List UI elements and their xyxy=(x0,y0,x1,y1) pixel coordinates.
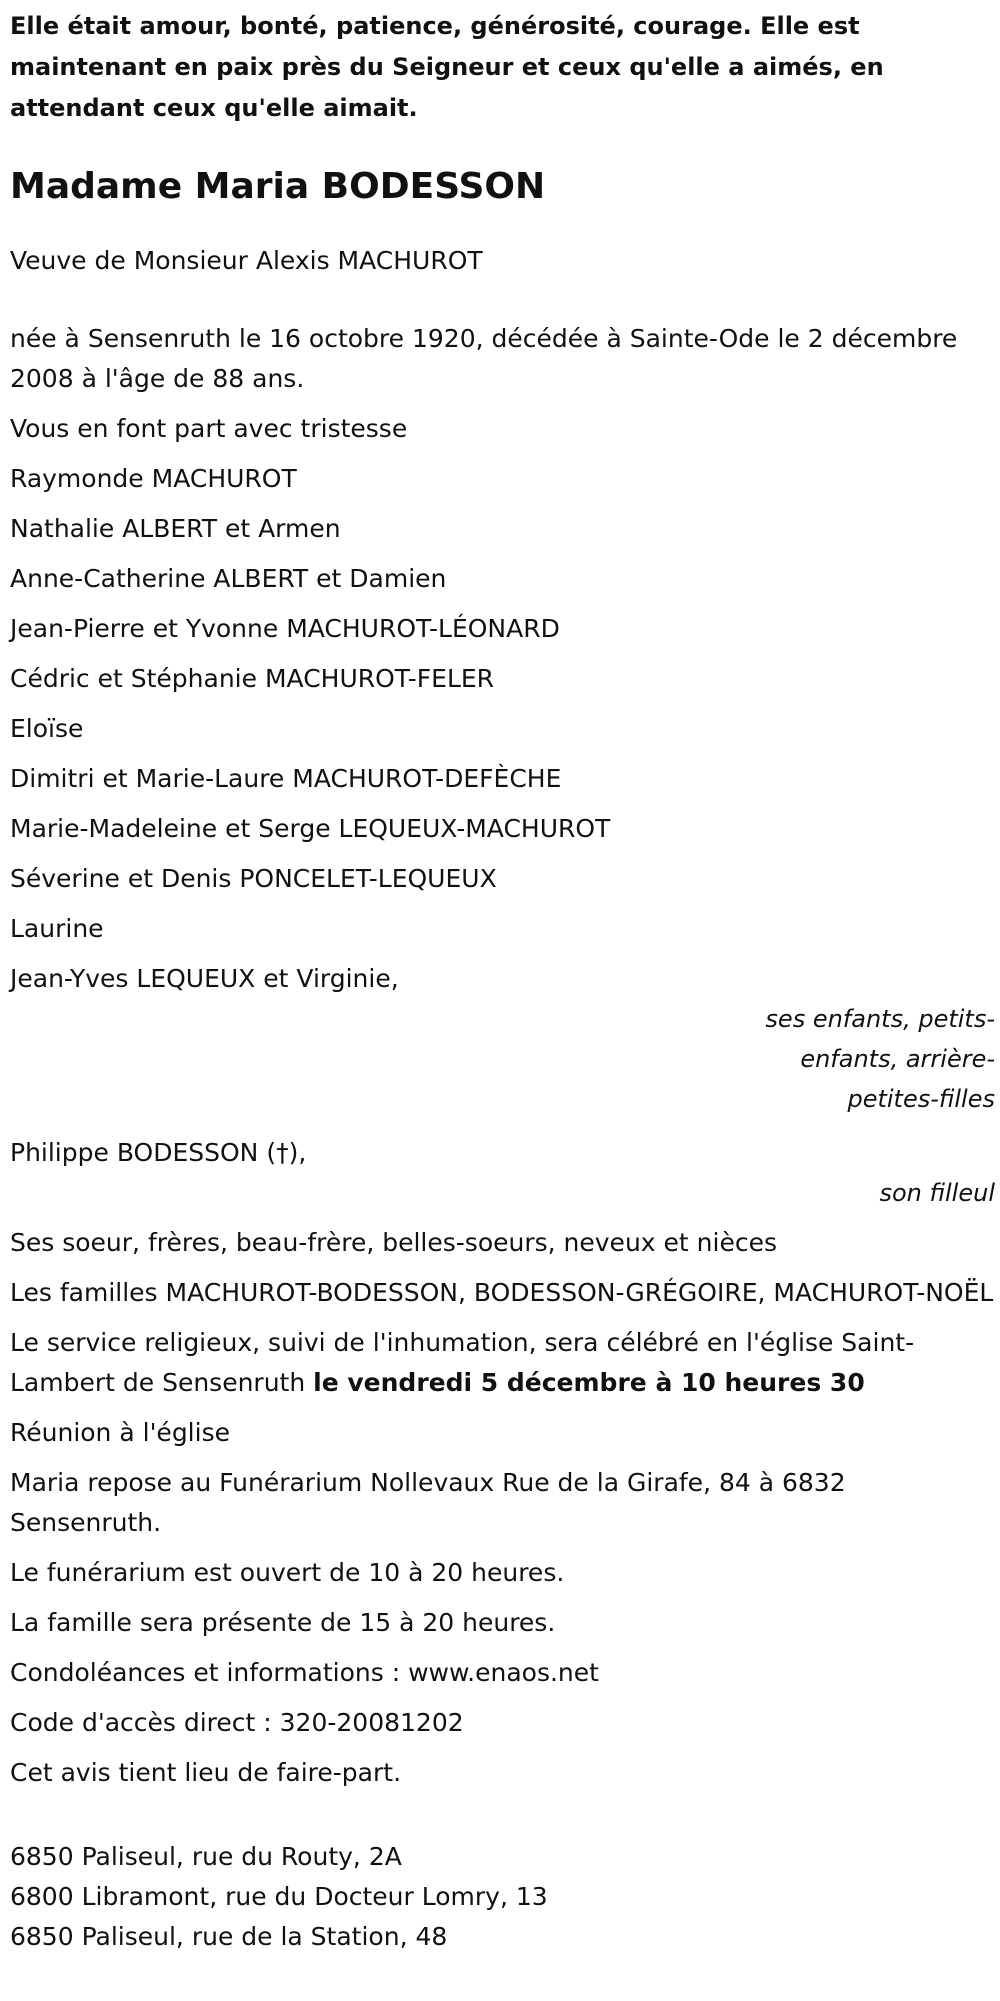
family-member: Nathalie ALBERT et Armen xyxy=(10,514,341,543)
address-list xyxy=(10,1837,1000,1957)
opening-quote: Elle était amour, bonté, patience, générosité, courage. Elle est maintenant en paix près du Seigneur et ceux qu'elle a aimés, en attendant ceux qu'elle aimait. xyxy=(10,12,884,122)
service-info xyxy=(10,1323,995,1403)
godson-role: son filleul xyxy=(879,1179,995,1207)
family-list xyxy=(10,459,1000,999)
family-member: Séverine et Denis PONCELET-LEQUEUX xyxy=(10,864,497,893)
announcement: Vous en font part avec tristesse xyxy=(10,414,408,443)
birth-death-info: née à Sensenruth le 16 octobre 1920, décédée à Sainte-Ode le 2 décembre 2008 à l'âge de 88 ans. xyxy=(10,324,958,393)
access-code: Code d'accès direct : 320-20081202 xyxy=(10,1708,464,1737)
meeting: Réunion à l'église xyxy=(10,1418,230,1447)
address: 6850 Paliseul, rue du Routy, 2A xyxy=(10,1842,402,1871)
widow-of: Veuve de Monsieur Alexis MACHUROT xyxy=(10,246,483,275)
rests: Maria repose au Funérarium Nollevaux Rue de la Girafe, 84 à 6832 Sensenruth. xyxy=(10,1468,846,1537)
service-date: le vendredi 5 décembre à 10 heures 30 xyxy=(313,1368,865,1397)
open-hours: Le funérarium est ouvert de 10 à 20 heures. xyxy=(10,1558,565,1587)
condolences: Condoléances et informations : www.enaos.net xyxy=(10,1658,599,1687)
family-member: Jean-Pierre et Yvonne MACHUROT-LÉONARD xyxy=(10,614,560,643)
relatives: Ses soeur, frères, beau-frère, belles-soeurs, neveux et nièces xyxy=(10,1228,777,1257)
godson: Philippe BODESSON (†), xyxy=(10,1138,307,1167)
family-member: Raymonde MACHUROT xyxy=(10,464,297,493)
family-member: Jean-Yves LEQUEUX et Virginie, xyxy=(10,964,399,993)
address: 6800 Libramont, rue du Docteur Lomry, 13 xyxy=(10,1882,548,1911)
family-member: Laurine xyxy=(10,914,104,943)
service-text: Le service religieux, suivi de l'inhumation, sera célébré en l'église Saint-Lambert de Sensenruth xyxy=(10,1328,915,1397)
families: Les familles MACHUROT-BODESSON, BODESSON-GRÉGOIRE, MACHUROT-NOËL xyxy=(10,1278,994,1307)
family-member: Dimitri et Marie-Laure MACHUROT-DEFÈCHE xyxy=(10,764,562,793)
address: 6850 Paliseul, rue de la Station, 48 xyxy=(10,1922,448,1951)
notice: Cet avis tient lieu de faire-part. xyxy=(10,1758,402,1787)
family-present: La famille sera présente de 15 à 20 heures. xyxy=(10,1608,556,1637)
family-member: Anne-Catherine ALBERT et Damien xyxy=(10,564,447,593)
family-role-text: ses enfants, petits-enfants, arrière-petites-filles xyxy=(765,1005,995,1113)
family-member: Marie-Madeleine et Serge LEQUEUX-MACHUROT xyxy=(10,814,611,843)
family-role xyxy=(10,999,995,1119)
family-member: Cédric et Stéphanie MACHUROT-FELER xyxy=(10,664,495,693)
family-member: Eloïse xyxy=(10,714,84,743)
deceased-name: Madame Maria BODESSON xyxy=(10,166,546,207)
